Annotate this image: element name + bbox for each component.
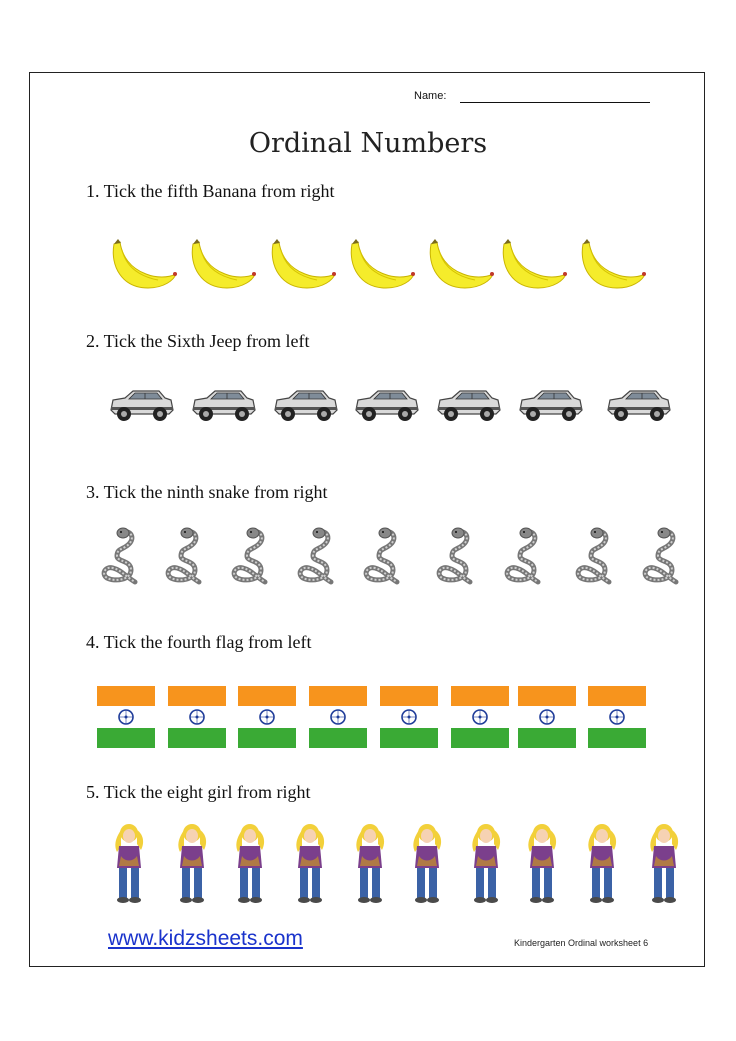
- girl-icon[interactable]: [228, 820, 272, 906]
- flag-icon[interactable]: [380, 686, 438, 748]
- question-3: 3. Tick the ninth snake from right: [86, 482, 328, 502]
- kidzsheets-link[interactable]: www.kidzsheets.com: [108, 927, 303, 950]
- flag-row: [0, 686, 736, 748]
- snake-icon[interactable]: [571, 526, 615, 590]
- flag-icon[interactable]: [518, 686, 576, 748]
- flag-icon[interactable]: [168, 686, 226, 748]
- page-title: Ordinal Numbers: [248, 128, 488, 159]
- snake-icon[interactable]: [432, 526, 476, 590]
- girl-icon[interactable]: [348, 820, 392, 906]
- banana-icon[interactable]: [577, 236, 647, 296]
- question-4: 4. Tick the fourth flag from left: [86, 632, 312, 652]
- banana-icon[interactable]: [267, 236, 337, 296]
- question-1: 1. Tick the fifth Banana from right: [86, 181, 335, 201]
- jeep-icon[interactable]: [271, 388, 339, 424]
- snake-icon[interactable]: [161, 526, 205, 590]
- snake-icon[interactable]: [500, 526, 544, 590]
- girl-icon[interactable]: [107, 820, 151, 906]
- banana-icon[interactable]: [346, 236, 416, 296]
- flag-icon[interactable]: [238, 686, 296, 748]
- girl-icon[interactable]: [580, 820, 624, 906]
- banana-icon[interactable]: [108, 236, 178, 296]
- snake-icon[interactable]: [293, 526, 337, 590]
- girl-icon[interactable]: [642, 820, 686, 906]
- name-field[interactable]: [460, 102, 650, 103]
- banana-icon[interactable]: [498, 236, 568, 296]
- girl-row: [0, 820, 736, 906]
- girl-icon[interactable]: [464, 820, 508, 906]
- name-label: Name:: [414, 90, 447, 102]
- snake-row: [0, 526, 736, 590]
- snake-icon[interactable]: [97, 526, 141, 590]
- banana-icon[interactable]: [425, 236, 495, 296]
- jeep-icon[interactable]: [107, 388, 175, 424]
- flag-icon[interactable]: [97, 686, 155, 748]
- girl-icon[interactable]: [405, 820, 449, 906]
- flag-icon[interactable]: [588, 686, 646, 748]
- girl-icon[interactable]: [170, 820, 214, 906]
- girl-icon[interactable]: [520, 820, 564, 906]
- girl-icon[interactable]: [288, 820, 332, 906]
- snake-icon[interactable]: [227, 526, 271, 590]
- question-2: 2. Tick the Sixth Jeep from left: [86, 331, 310, 351]
- snake-icon[interactable]: [638, 526, 682, 590]
- jeep-icon[interactable]: [189, 388, 257, 424]
- jeep-icon[interactable]: [516, 388, 584, 424]
- jeep-row: [0, 388, 736, 424]
- question-5: 5. Tick the eight girl from right: [86, 782, 311, 802]
- snake-icon[interactable]: [359, 526, 403, 590]
- banana-icon[interactable]: [187, 236, 257, 296]
- jeep-icon[interactable]: [604, 388, 672, 424]
- jeep-icon[interactable]: [352, 388, 420, 424]
- worksheet-caption: Kindergarten Ordinal worksheet 6: [514, 938, 649, 948]
- banana-row: [0, 236, 736, 296]
- jeep-icon[interactable]: [434, 388, 502, 424]
- flag-icon[interactable]: [309, 686, 367, 748]
- flag-icon[interactable]: [451, 686, 509, 748]
